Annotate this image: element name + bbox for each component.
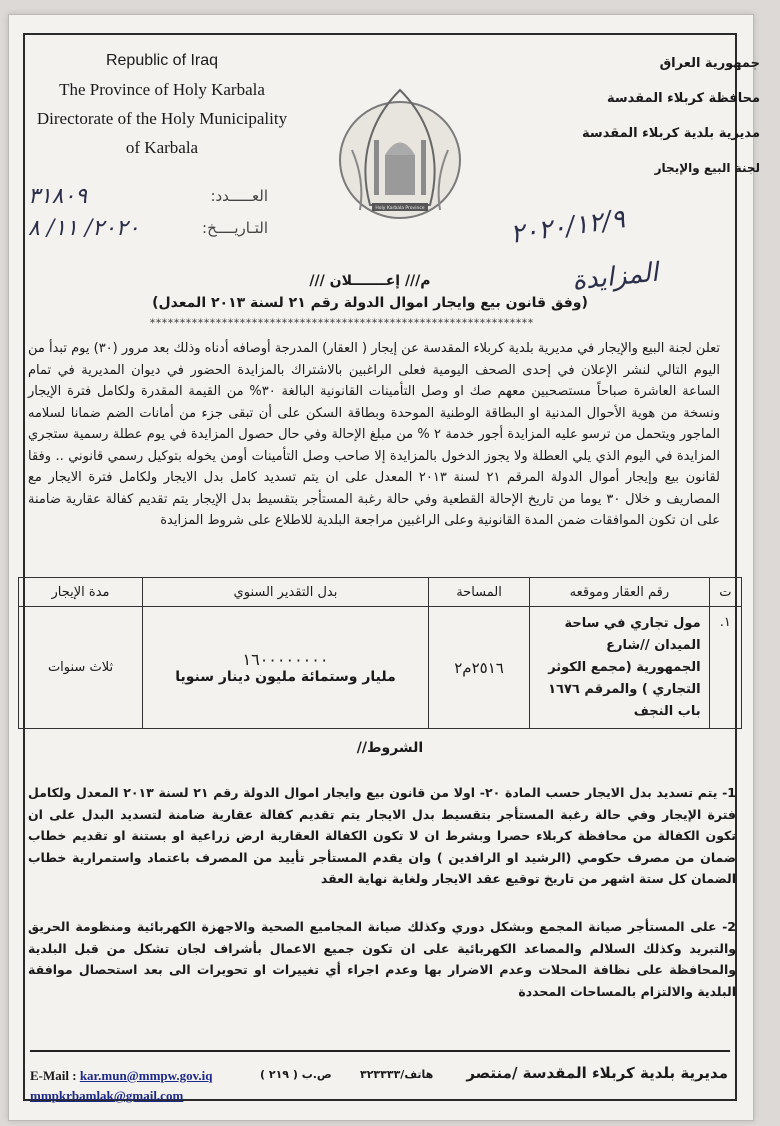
cell-area: ٢٥١٦م٢ [428, 607, 529, 729]
header-number: ت [709, 578, 741, 607]
header-property: رقم العقار وموقعه [530, 578, 709, 607]
condition-item-2: 2- على المستأجر صيانة المجمع وبشكل دوري وكذلك صيانة المجاميع الصحية والاجهزة الكهربائية ومنظومة الحريق والتبريد وكذلك السلالم والمصاعد الكهربائية على ان تكون جميع الاعمال بأشراف لجان تشكل من قبل البلدية والمحافظة على نظافة المحلات وعدم الاضرار بها وعدم اجراء أي تغييرات او تحويرات الى بعد استحصال موافقة البلدية والالتزام بالمساحات المحددة [28, 919, 736, 999]
date-label: التـاريــــخ: [202, 219, 268, 237]
letterhead-en-line-3: Directorate of the Holy Municipality [36, 109, 288, 128]
email-link-primary[interactable]: kar.mun@mmpw.gov.iq [79, 1068, 213, 1083]
cell-duration: ثلاث سنوات [19, 607, 143, 729]
letterhead-en-line-2: The Province of Holy Karbala [59, 80, 265, 99]
letterhead-ar-line-4: لجنة البيع والإيجار [654, 161, 760, 175]
letterhead-en-line-4: of Karbala [125, 138, 199, 157]
english-letterhead [12, 46, 312, 162]
star-separator: **************************************************************** [150, 318, 534, 329]
cell-property: مول تجاري في ساحة الميدان //شارع الجمهورية (مجمع الكوثر التجاري ) والمرقم ١٦٧٦ باب النجف [530, 607, 709, 729]
value-number: ١٦٠٠٠٠٠٠٠٠ [242, 650, 329, 669]
letterhead-en-line-1: Republic of Iraq [105, 52, 219, 69]
handwritten-note: المزايدة [570, 257, 660, 297]
announcement-title: م/// إعـــــــلان /// [309, 273, 431, 289]
header-duration: مدة الإيجار [19, 578, 143, 607]
logo-caption: Holy Karbala Province [375, 206, 425, 211]
announcement-subtitle: (وفق قانون بيع وايجار اموال الدولة رقم ٢١ لسنة ٢٠١٣ المعدل) [152, 295, 588, 311]
cell-number: ١. [709, 607, 741, 729]
announcement-heading [60, 270, 680, 314]
phone-number: هاتف/٣٢٣٣٣٣ [360, 1068, 434, 1081]
value-text: مليار وستمائة مليون دينار سنويا [175, 669, 396, 685]
arabic-letterhead [550, 46, 760, 186]
letterhead-ar-line-3: مديرية بلدية كربلاء المقدسة [582, 126, 760, 141]
property-table [18, 577, 742, 729]
header-area: المساحة [428, 578, 529, 607]
number-value: ٣١٨٠٩ [28, 183, 88, 209]
number-label: العـــــدد: [210, 187, 268, 205]
footer-divider [30, 1050, 730, 1052]
cell-annual-value [143, 607, 429, 729]
email-label: E-Mail : [30, 1068, 77, 1083]
letterhead-ar-line-2: محافظة كربلاء المقدسة [606, 91, 760, 106]
table-row [19, 607, 742, 729]
footer-email [30, 1068, 212, 1084]
header-annual-value: بدل التقدير السنوي [143, 578, 429, 607]
announcement-body: تعلن لجنة البيع والإيجار في مديرية بلدية كربلاء المقدسة عن إيجار ( العقار) المدرجة أوصافه أدناه وذلك بعد مرور (٣٠) يوم تبدأ من اليوم التالي لنشر الإعلان في إحدى الصحف اليومية فعلى الراغبين بالاشتراك بالمزايدة الحضور في ديوان المديرية في تمام الساعة العاشرة صباحاً مستصحبين معهم صك او وصل التأمينات القانونية البالغة ٣٠% من القيمة المقدرة ولكامل فترة الإيجار ونسخة من هوية الأحوال المدنية او البطاقة الوطنية الموحدة وبطاقة السكن على أن تبقى جزء من أمانات الضم ضمانا لسلامه الماجور ويتحمل من ترسو عليه المزايدة أجور خدمة ٢ % من مبلغ الإحالة وفي حال حصول المزايدة في يوم عطلة رسمية ستجري المزايدة في اليوم الذي يلي العطلة ولا يجوز الدخول بالمزايدة إلا صاحب وصل التأمينات أومن يخوله بتوكيل رسمي قانوني .. وفقا لقانون بيع وإيجار أموال الدولة المرقم ٢١ لسنة ٢٠١٣ المعدل على ان يتم تسديد كامل بدل الايجار ولكامل فترة الايجار مع المصاريف و خلال ٣٠ يوما من تاريخ الإحالة القطعية وفي حالة رغبة المستأجر بتقسيط بدل الإيجار يتم تقديم كفالة عقارية ضامنة على ان تكون الموافقات ضمن المدة القانونية وعلى الراغبين مراجعة البلدية للاطلاع على شروط المزايدة [28, 341, 721, 528]
date-value: ٢٠٢٠/ ١١/ ٨ [28, 215, 140, 241]
conditions-title: الشروط// [356, 740, 424, 756]
letterhead-ar-line-1: جمهورية العراق [659, 56, 760, 71]
karbala-logo [330, 80, 470, 230]
footer-directorate: مديرية بلدية كربلاء المقدسة /منتصر [466, 1064, 728, 1082]
handwritten-date: ٢٠٢٠/١٢/٩ [508, 204, 627, 250]
po-box: ص.ب ( ٢١٩ ) [260, 1068, 332, 1081]
email-link-secondary[interactable]: mmpkrbamlak@gmail.com [30, 1088, 184, 1103]
reference-block [28, 180, 268, 244]
condition-item-1: 1- يتم تسديد بدل الايجار حسب المادة ٢٠- اولا من قانون بيع وايجار اموال الدولة رقم ٢١ لسنة ٢٠١٣ المعدل ولكامل فترة الإيجار وفي حالة رغبة المستأجر بتقسيط بدل الايجار يتم تقديم كفالة عقارية ضامنة لتسديد البدل على ان تكون الكفالة من محافظة كربلاء حصرا وبشرط ان لا تكون الكفالة العقارية ارض زراعية او بستنة او تقديم خطاب ضمان من مصرف حكومي (الرشيد او الرافدين ) وان يقدم المستأجر تأييد من المصرف باعتماد واستمرارية خطاب الضمان كل ستة اشهر من تاريخ توقيع عقد الايجار ولغاية نهاية العقد [28, 785, 736, 886]
table-header-row [19, 578, 742, 607]
